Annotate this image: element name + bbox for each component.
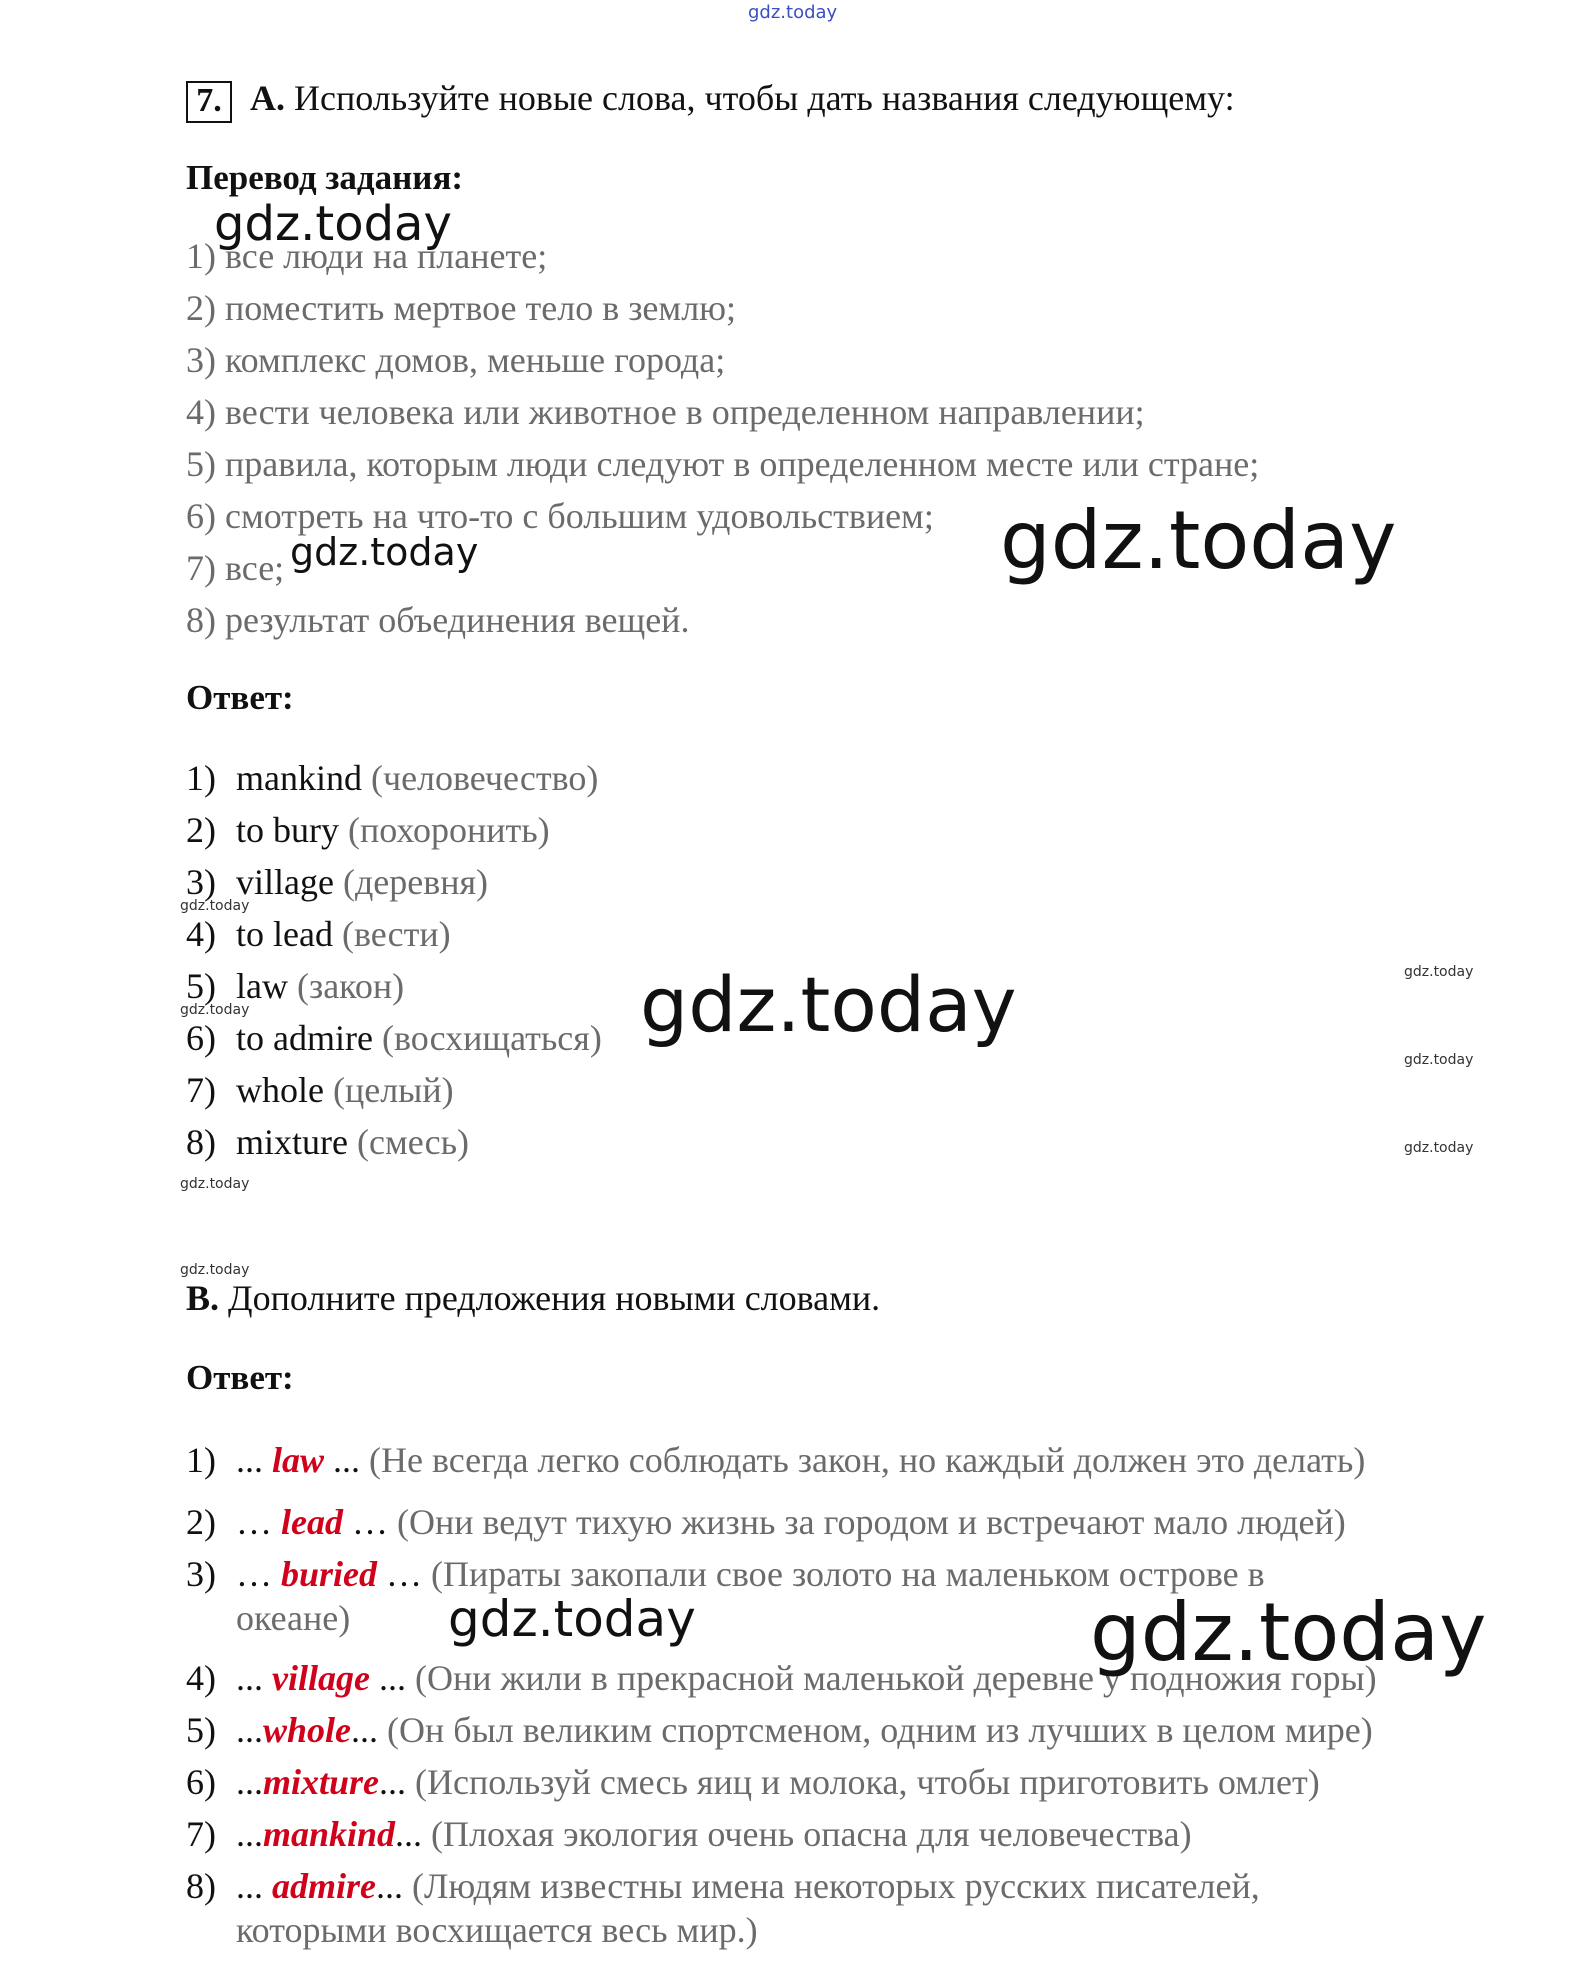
part-a-answer-list <box>186 756 602 1172</box>
translation-heading: Перевод задания: <box>186 158 464 197</box>
watermark: gdz.today <box>448 1590 696 1648</box>
part-b-label: B. <box>186 1278 220 1318</box>
part-a-instruction: Используйте новые слова, чтобы дать названия следующему: <box>294 78 1235 118</box>
part-b-answer-list <box>186 1438 1377 1968</box>
watermark: gdz.today <box>1090 1586 1487 1679</box>
watermark: gdz.today <box>1404 1140 1474 1156</box>
answer-item: 2) to bury (похоронить) <box>186 810 550 850</box>
answer-item: 1) ... law ... (Не всегда легко соблюдать закон, но каждый должен это делать) <box>186 1440 1366 1480</box>
translation-item: 5) правила, которым люди следуют в определенном месте или стране; <box>186 444 1260 484</box>
watermark: gdz.today <box>1404 964 1474 980</box>
part-b-answer-heading: Ответ: <box>186 1358 294 1397</box>
answer-item: 1) mankind (человечество) <box>186 758 599 798</box>
part-b-instruction: Дополните предложения новыми словами. <box>228 1278 881 1318</box>
answer-item: 3) village (деревня) <box>186 862 489 902</box>
translation-item: 3) комплекс домов, меньше города; <box>186 340 726 380</box>
watermark: gdz.today <box>290 530 479 574</box>
task-number: 7. <box>186 81 232 123</box>
answer-item: 5) law (закон) <box>186 966 405 1006</box>
watermark: gdz.today <box>640 960 1017 1049</box>
watermark: gdz.today <box>180 1002 250 1018</box>
answer-item: 8) ... admire... (Людям известны имена некоторых русских писателей, которыми восхищается весь мир.) <box>186 1866 1260 1950</box>
part-b-header <box>186 1276 880 1320</box>
watermark: gdz.today <box>180 898 250 914</box>
answer-item: 8) mixture (смесь) <box>186 1122 469 1162</box>
answer-item: 6) to admire (восхищаться) <box>186 1018 602 1058</box>
translation-item: 4) вести человека или животное в определенном направлении; <box>186 392 1145 432</box>
watermark: gdz.today <box>1404 1052 1474 1068</box>
watermark: gdz.today <box>1000 494 1397 587</box>
translation-item: 6) смотреть на что-то с большим удовольствием; <box>186 496 934 536</box>
answer-item: 7) whole (целый) <box>186 1070 454 1110</box>
part-a-label: A. <box>250 78 285 118</box>
translation-item: 2) поместить мертвое тело в землю; <box>186 288 737 328</box>
answer-item: 4) ... village ... (Они жили в прекрасной маленькой деревне у подножия горы) <box>186 1658 1377 1698</box>
translation-item: 8) результат объединения вещей. <box>186 600 690 640</box>
answer-item: 3) … buried … (Пираты закопали свое золото на маленьком острове в океане) <box>186 1554 1265 1638</box>
answer-item: 6) ...mixture... (Используй смесь яиц и молока, чтобы приготовить омлет) <box>186 1762 1320 1802</box>
translation-item: 7) все; <box>186 548 285 588</box>
answer-item: 7) ...mankind... (Плохая экология очень опасна для человечества) <box>186 1814 1192 1854</box>
watermark: gdz.today <box>180 1176 250 1192</box>
translation-item: 1) все люди на планете; <box>186 236 548 276</box>
answer-item: 2) … lead … (Они ведут тихую жизнь за городом и встречают мало людей) <box>186 1502 1346 1542</box>
part-a-answer-heading: Ответ: <box>186 678 294 717</box>
watermark: gdz.today <box>214 196 452 252</box>
watermark: gdz.today <box>180 1262 250 1278</box>
translation-list <box>186 234 1259 650</box>
answer-item: 4) to lead (вести) <box>186 914 451 954</box>
task-header <box>186 76 1235 123</box>
watermark-top: gdz.today <box>748 2 838 23</box>
answer-item: 5) ...whole... (Он был великим спортсменом, одним из лучших в целом мире) <box>186 1710 1373 1750</box>
